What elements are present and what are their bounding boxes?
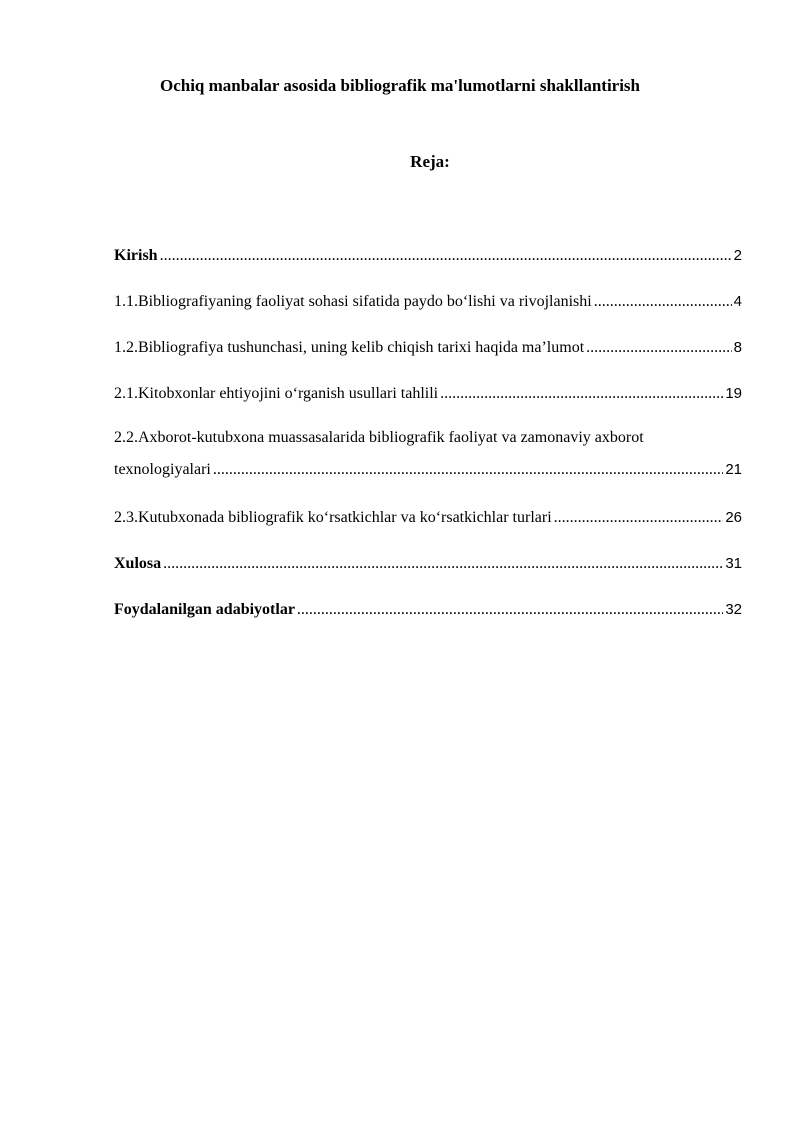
toc-entry-label: 1.1.Bibliografiyaning faoliyat sohasi sifatida paydo bo‘lishi va rivojlanishi <box>114 293 592 310</box>
toc-dot-leader <box>594 284 732 320</box>
toc-entry-adabiyotlar[interactable] <box>114 592 742 628</box>
toc-entry-xulosa[interactable] <box>114 546 742 582</box>
document-title: Ochiq manbalar asosida bibliografik ma'lumotlarni shakllantirish <box>159 76 641 95</box>
toc-entry-2-1[interactable] <box>114 376 742 412</box>
table-of-contents <box>114 238 742 638</box>
toc-entry-2-3[interactable] <box>114 500 742 536</box>
toc-entry-label-line2: texnologiyalari <box>114 461 211 478</box>
toc-entry-label: Xulosa <box>114 555 162 572</box>
plan-heading: Reja: <box>410 152 450 171</box>
toc-entry-1-2[interactable] <box>114 330 742 366</box>
toc-dot-leader <box>586 330 732 366</box>
toc-dot-leader <box>297 592 723 628</box>
toc-dot-leader <box>440 376 723 412</box>
toc-entry-page: 8 <box>733 339 742 356</box>
toc-dot-leader <box>160 238 732 274</box>
toc-entry-page: 21 <box>725 461 742 478</box>
toc-entry-page: 26 <box>725 509 742 526</box>
toc-entry-label: 1.2.Bibliografiya tushunchasi, uning kelib chiqish tarixi haqida ma’lumot <box>114 339 585 356</box>
toc-entry-1-1[interactable] <box>114 284 742 320</box>
toc-entry-label-line1: 2.2.Axborot-kutubxona muassasalarida bibliografik faoliyat va zamonaviy axborot <box>114 429 644 446</box>
toc-entry-label: 2.3.Kutubxonada bibliografik ko‘rsatkichlar va ko‘rsatkichlar turlari <box>114 509 552 526</box>
toc-entry-page: 2 <box>733 247 742 264</box>
toc-entry-page: 32 <box>725 601 742 618</box>
toc-entry-label: Foydalanilgan adabiyotlar <box>114 601 295 618</box>
toc-dot-leader <box>213 454 723 486</box>
toc-entry-page: 4 <box>733 293 742 310</box>
toc-entry-page: 19 <box>725 385 742 402</box>
toc-entry-label: 2.1.Kitobxonlar ehtiyojini o‘rganish usullari tahlili <box>114 385 439 402</box>
toc-dot-leader <box>554 500 724 536</box>
toc-dot-leader <box>163 546 723 582</box>
toc-entry-kirish[interactable] <box>114 238 742 274</box>
toc-entry-line2 <box>114 454 742 486</box>
toc-entry-page: 31 <box>725 555 742 572</box>
toc-entry-label: Kirish <box>114 247 158 264</box>
toc-entry-2-2[interactable] <box>114 422 742 486</box>
